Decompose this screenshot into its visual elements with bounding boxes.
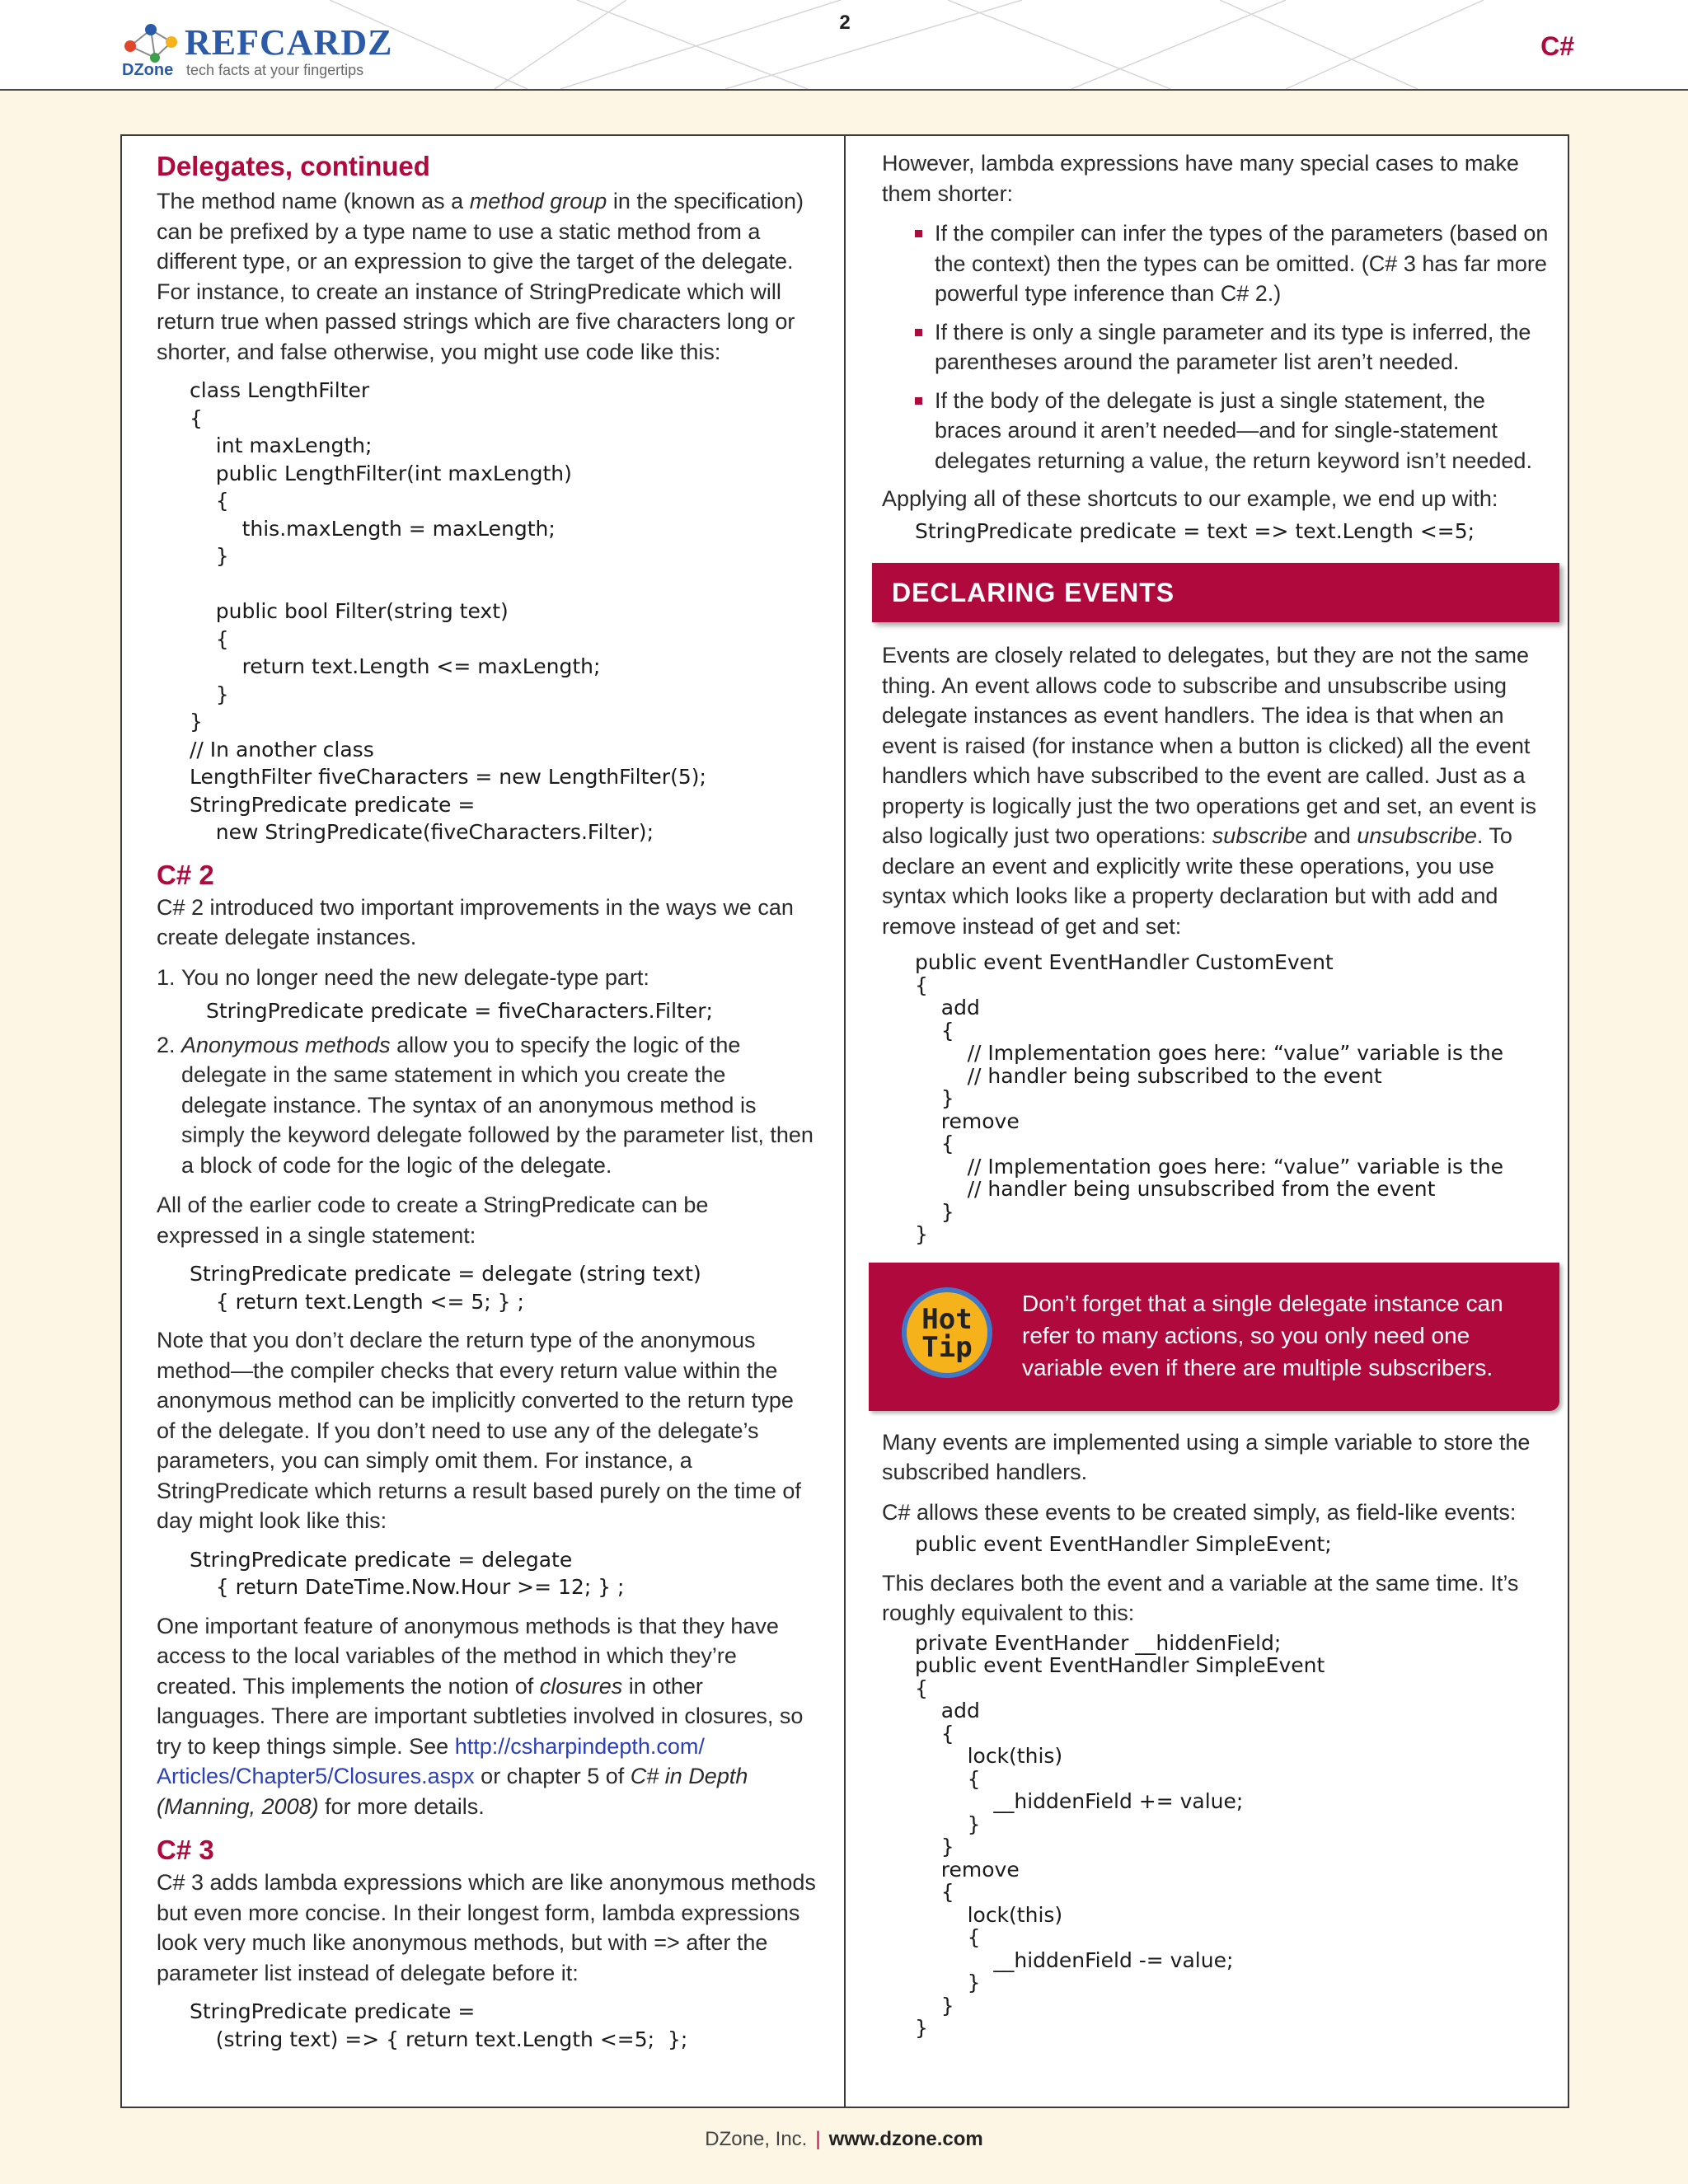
text-run-italic: subscribe (1212, 823, 1308, 848)
paragraph-return-type: Note that you don’t declare the return type of the anonymous method—the compiler checks that every return value within the anonymous method can be implicitly converted to the return type of the delegate. If you don’t need to use any of the delegate’s parameters, you can simply omit them. For instance, a StringPredicate which returns a result based purely on the time of day might look like this: (157, 1328, 801, 1533)
paragraph-events (882, 640, 1550, 941)
footer-url-link[interactable]: www.dzone.com (828, 2128, 983, 2150)
hot-tip-badge-icon (902, 1287, 992, 1378)
closures-article-link[interactable]: http://csharpindepth.com/ Articles/Chapter5/Closures.aspx (157, 1733, 705, 1788)
text-run: . To declare an event and explicitly write these operations, you use syntax which looks like a property declaration but with add and remove instead of get and set: (882, 823, 1512, 939)
column-divider (844, 134, 846, 2108)
hot-tip-badge-line: Tip (921, 1330, 973, 1364)
bullet-item: If the body of the delegate is just a single statement, the braces around it aren’t needed—and for single-statement delegates returning a value, the return keyword isn’t needed. (915, 386, 1550, 476)
text-run: for more details. (318, 1793, 485, 1819)
right-column (882, 148, 1550, 2050)
hot-tip-text: Don’t forget that a single delegate instance can refer to many actions, so you only need one variable even if there are multiple subscribers. (1022, 1290, 1503, 1380)
text-run-italic: method group (469, 189, 607, 213)
text-run: in the specification) can be prefixed by a type name to use a static method from a different type, or an expression to give the target of the delegate. For instance, to create an instance of StringPredicate which will return true when passed strings which are five characters long or shorter, and false otherwise, you might use code like this: (157, 189, 804, 364)
numbered-list (157, 963, 816, 1181)
paragraph-lambda-intro: However, lambda expressions have many special cases to make them shorter: (882, 151, 1519, 206)
section-heading-delegates: Delegates, continued (157, 151, 430, 181)
text-run-italic: unsubscribe (1357, 823, 1477, 848)
hot-tip-badge-line: Hot (921, 1302, 973, 1336)
page-header (0, 0, 1688, 91)
section-bar-declaring-events: DECLARING EVENTS (872, 563, 1559, 622)
footer-company: DZone, Inc. (705, 2128, 808, 2150)
text-run: The method name (known as a (157, 189, 470, 213)
code-block-lambda-short: StringPredicate predicate = text => text.Length <=5; (915, 518, 1475, 543)
bullet-item: If the compiler can infer the types of the parameters (based on the context) then the types can be omitted. (C# 3 has far more powerful type inference than C# 2.) (915, 218, 1550, 309)
text-run: allow you to specify the logic of the delegate in the same statement in which you create the delegate instance. The syntax of an anonymous method is simply the keyword delegate followed by the parameter list, then a block of code for the logic of the delegate. (181, 1032, 814, 1178)
list-number: 1. (157, 964, 176, 990)
page-footer (0, 2128, 1688, 2151)
code-block-length-filter: class LengthFilter { int maxLength; public LengthFilter(int maxLength) { this.maxLength = maxLength; } public bool Filter(string text) { return text.Length <= maxLength; } } // In another class LengthFilter fiveCharacters = new LengthFilter(5); StringPredicate predicate = new StringPredicate(fiveCharacters.Filter); (190, 378, 706, 844)
code-block-hidden-field: private EventHander __hiddenField; public event EventHandler SimpleEvent { add { lock(this) { __hiddenField += value; } } remove { lock(this) { __hiddenField -= value; } } } (915, 1630, 1325, 2040)
logo-brand: DZone (122, 61, 174, 79)
paragraph-equivalent: This declares both the event and a variable at the same time. It’s roughly equivalent to this: (882, 1570, 1519, 1625)
section-heading-cs3: C# 3 (157, 1835, 214, 1865)
page-number: 2 (839, 12, 851, 34)
code-block-method-group: StringPredicate predicate = fiveCharacters.Filter; (206, 999, 713, 1023)
text-run: and (1307, 823, 1357, 848)
text-run: in other languages. There are important subtleties involved in closures, so try to keep things simple. See (157, 1673, 804, 1759)
paragraph-simple-variable: Many events are implemented using a simple variable to store the subscribed handlers. (882, 1429, 1531, 1484)
code-block-anonymous-method: StringPredicate predicate = delegate (string text) { return text.Length <= 5; } ; (190, 1262, 701, 1314)
logo-title: REFCARDZ (185, 22, 393, 63)
paragraph-single-statement: All of the earlier code to create a StringPredicate can be expressed in a single statement: (157, 1193, 709, 1248)
text-run-italic: C# in Depth (Manning, 2008) (157, 1764, 748, 1819)
text-run: One important feature of anonymous methods is that they have access to the local variables of the method in which they’re created. This implements the notion of (157, 1613, 779, 1699)
text-run: or chapter 5 of (474, 1764, 631, 1788)
section-heading-cs2: C# 2 (157, 859, 214, 890)
text-run-italic: closures (539, 1673, 623, 1699)
footer-separator: | (815, 2128, 821, 2150)
list-number: 2. (157, 1032, 176, 1057)
bullet-list (915, 218, 1550, 476)
paragraph-shortcuts: Applying all of these shortcuts to our example, we end up with: (882, 486, 1498, 511)
list-item (157, 1030, 816, 1181)
paragraph-cs3-intro: C# 3 adds lambda expressions which are like anonymous methods but even more concise. In their longest form, lambda expressions look very much like anonymous methods, but with => after the parameter list instead of delegate before it: (157, 1870, 816, 1985)
paragraph-method-group (157, 186, 816, 367)
code-block-custom-event: public event EventHandler CustomEvent { add { // Implementation goes here: “value” variable is the // handler being subscribed to the event } remove { // Implementation goes here: “value” variable is the // handler being unsubscribed from the event } } (915, 950, 1504, 1246)
paragraph-cs2-intro: C# 2 introduced two important improvements in the ways we can create delegate instances. (157, 894, 794, 949)
list-item (157, 963, 816, 993)
code-block-lambda-long: StringPredicate predicate = (string text) => { return text.Length <=5; }; (190, 1999, 688, 2051)
topic-label: C# (1540, 31, 1574, 61)
bullet-item: If there is only a single parameter and its type is inferred, the parentheses around the parameter list aren’t needed. (915, 317, 1550, 377)
paragraph-field-like: C# allows these events to be created simply, as field-like events: (882, 1499, 1517, 1525)
refcardz-logo[interactable] (122, 18, 402, 84)
list-item-text: You no longer need the new delegate-type part: (181, 964, 649, 990)
code-block-simple-event: public event EventHandler SimpleEvent; (915, 1532, 1332, 1556)
paragraph-closures (157, 1611, 816, 1822)
network-logo-icon (122, 21, 180, 63)
hot-tip-box (869, 1263, 1559, 1411)
logo-tagline: tech facts at your fingertips (186, 62, 364, 78)
text-run-italic: Anonymous methods (181, 1032, 391, 1057)
code-block-datetime: StringPredicate predicate = delegate { return DateTime.Now.Hour >= 12; } ; (190, 1547, 625, 1599)
text-run: Events are closely related to delegates, but they are not the same thing. An event allows code to subscribe and unsubscribe using delegate instances as event handlers. The idea is that when an event is raised (for instance when a button is clicked) all the event handlers which have subscribed to the event are called. Just as a property is logically just the two operations get and set, an event is also logically just two operations: (882, 643, 1536, 848)
left-column (157, 148, 816, 2063)
